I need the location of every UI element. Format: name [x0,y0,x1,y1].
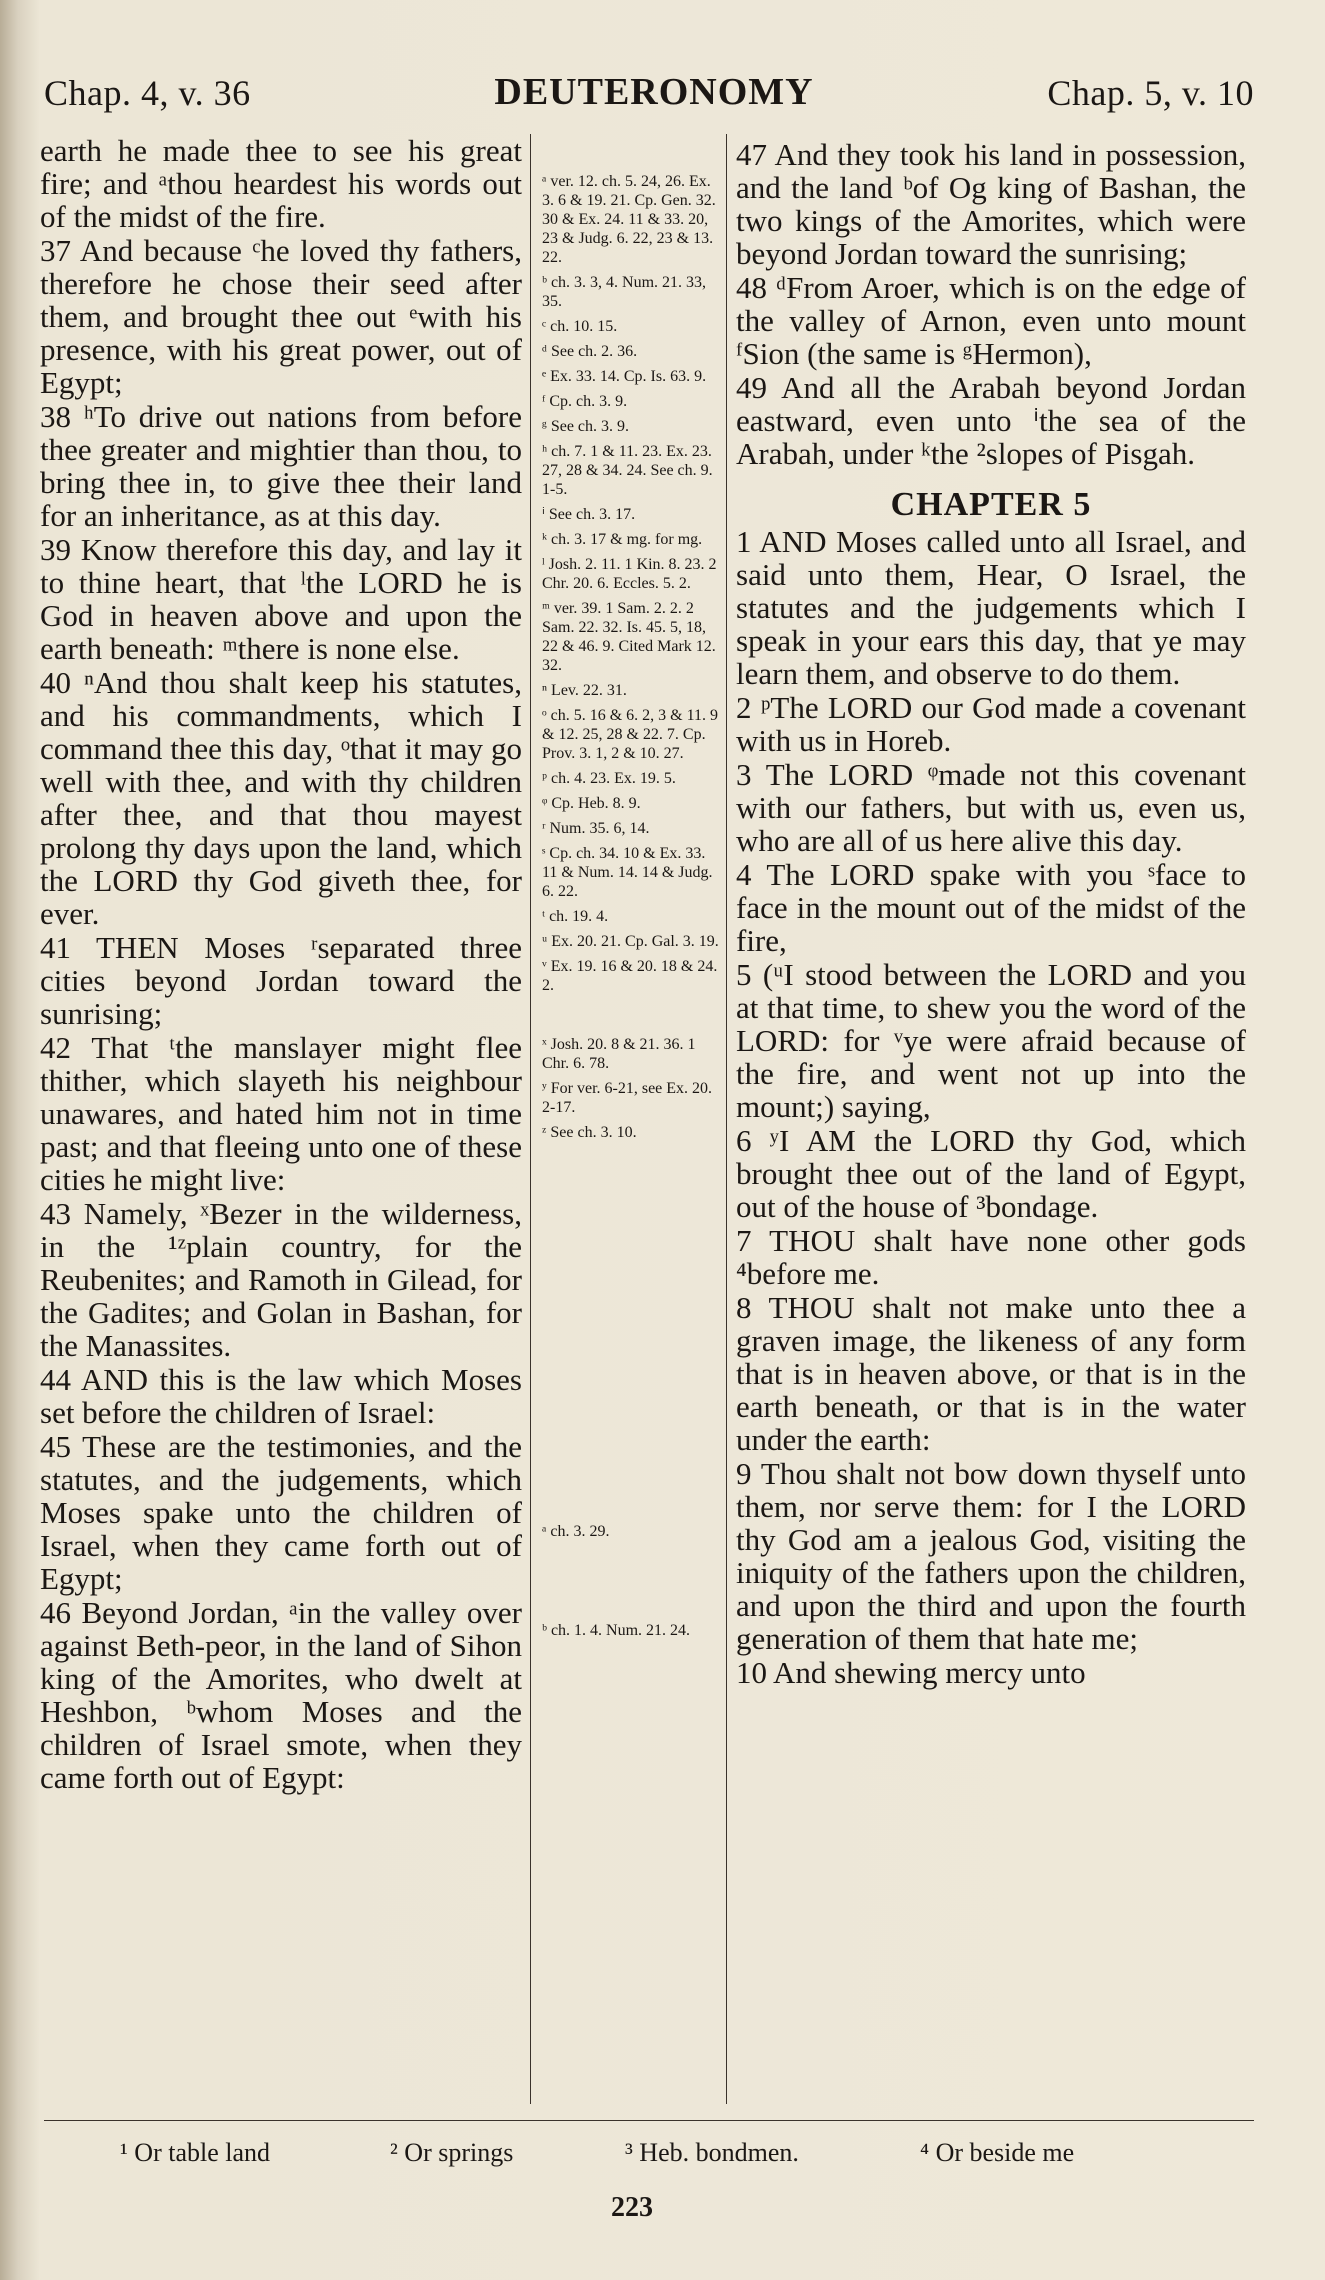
verse-39: 39 Know therefore this day, and lay it to thine heart, that ˡthe LORD he is God in heaven above and upon the earth beneath: ᵐthere is none else. [40,532,522,666]
cross-reference: ˣ Josh. 20. 8 & 21. 36. 1 Chr. 6. 78. [542,1036,696,1072]
verse-49: 49 And all the Arabah beyond Jordan eastward, even unto ⁱthe sea of the Arabah, under ᵏthe ²slopes of Pisgah. [736,370,1246,471]
verse-36-cont: earth he made thee to see his great fire; and ᵃthou heardest his words out of the midst of the fire. [40,134,522,234]
right-text-column [736,138,1246,2108]
cross-reference: ᶠ Cp. ch. 3. 9. [542,393,628,410]
cross-reference: ᶻ See ch. 3. 10. [542,1124,637,1141]
cross-reference: ᵖ ch. 4. 23. Ex. 19. 5. [542,770,676,787]
cross-reference: ᵐ ver. 39. 1 Sam. 2. 2. 2 Sam. 22. 32. Is. 45. 5, 18, 22 & 46. 9. Cited Mark 12. 32. [542,600,716,674]
cross-reference: ᵒ ch. 5. 16 & 6. 2, 3 & 11. 9 & 12. 25, 28 & 22. 7. Cp. Prov. 3. 1, 2 & 10. 27. [542,707,719,762]
cross-reference: ᵘ Ex. 20. 21. Cp. Gal. 3. 19. [542,933,719,950]
column-divider-right [726,134,727,2104]
footnote: ³ Heb. bondmen. [625,2138,799,2167]
header-chapter-right: Chap. 5, v. 10 [1047,73,1254,113]
verse-5-10: 10 And shewing mercy unto [736,1655,1086,1690]
verse-5-9: 9 Thou shalt not bow down thyself unto them, nor serve them: for I the LORD thy God am a jealous God, visiting the iniquity of the fathers upon the children, and upon the third and upon the fourth generation of them that hate me; [736,1456,1246,1656]
chapter-heading: CHAPTER 5 [890,486,1092,523]
verse-5-2: 2 ᵖThe LORD our God made a covenant with us in Horeb. [736,690,1246,758]
cross-reference: ᵇ ch. 1. 4. Num. 21. 24. [542,1622,691,1639]
verse-40: 40 ⁿAnd thou shalt keep his statutes, and his commandments, which I command thee this day, ᵒthat it may go well with thee, and with thy children after thee, and that thou mayest prolong thy days upon the land, which the LORD thy God giveth thee, for ever. [40,665,522,931]
cross-reference: ⁿ Lev. 22. 31. [542,682,627,699]
cross-reference: ᵃ ver. 12. ch. 5. 24, 26. Ex. 3. 6 & 19. 21. Cp. Gen. 32. 30 & Ex. 24. 11 & 33. 20, 23 & Judg. 6. 22, 23 & 13. 22. [542,173,716,266]
verse-43: 43 Namely, ˣBezer in the wilderness, in the ¹ᶻplain country, for the Reubenites; and Ramoth in Gilead, for the Gadites; and Golan in Bashan, for the Manassites. [40,1196,522,1363]
column-divider-left [530,134,531,2104]
cross-reference: ᵃ ch. 3. 29. [542,1523,610,1540]
page-number: 223 [611,2192,653,2223]
header-chapter-left: Chap. 4, v. 36 [44,73,251,113]
cross-reference: ᶜ ch. 10. 15. [542,318,618,335]
verse-42: 42 That ᵗthe manslayer might flee thither, which slayeth his neighbour unawares, and hated him not in time past; and that fleeing unto one of these cities he might live: [40,1030,522,1197]
footnote: ⁴ Or beside me [920,2138,1075,2167]
cross-reference: ᵗ ch. 19. 4. [542,908,609,925]
cross-reference: ᵉ Ex. 33. 14. Cp. Is. 63. 9. [542,368,707,385]
verse-5-5: 5 (ᵘI stood between the LORD and you at that time, to shew you the word of the LORD: for ᵛye were afraid because of the fire, and went not up into the mount;) saying, [736,957,1246,1124]
verse-5-3: 3 The LORD ᵠmade not this covenant with our fathers, but with us, even us, who are all of us here alive this day. [736,757,1246,858]
cross-reference: ᵛ Ex. 19. 16 & 20. 18 & 24. 2. [542,958,718,994]
verse-48: 48 ᵈFrom Aroer, which is on the edge of the valley of Arnon, even unto mount ᶠSion (the same is ᵍHermon), [736,270,1246,371]
header-book-title: DEUTERONOMY [494,71,814,113]
cross-reference: ʳ Num. 35. 6, 14. [542,820,650,837]
cross-reference: ᵈ See ch. 2. 36. [542,343,638,360]
cross-reference-column [542,172,722,2102]
footnotes [120,2138,1200,2178]
verse-41: 41 THEN Moses ʳseparated three cities beyond Jordan toward the sunrising; [40,930,522,1031]
verse-37: 37 And because ᶜhe loved thy fathers, therefore he chose their seed after them, and brought thee out ᵉwith his presence, with his great power, out of Egypt; [40,233,522,400]
cross-reference: ʰ ch. 7. 1 & 11. 23. Ex. 23. 27, 28 & 34. 24. See ch. 9. 1-5. [542,443,713,498]
verse-5-7: 7 THOU shalt have none other gods ⁴before me. [736,1223,1246,1291]
cross-reference: ʸ For ver. 6-21, see Ex. 20. 2-17. [542,1080,713,1116]
verse-38: 38 ʰTo drive out nations from before thee greater and mightier than thou, to bring thee in, to give thee their land for an inheritance, as at this day. [40,399,522,533]
cross-reference: ᵏ ch. 3. 17 & mg. for mg. [542,531,703,548]
verse-45: 45 These are the testimonies, and the statutes, and the judgements, which Moses spake unto the children of Israel, when they came forth out of Egypt; [40,1429,522,1596]
running-header [44,66,1254,126]
cross-reference: ˡ Josh. 2. 11. 1 Kin. 8. 23. 2 Chr. 20. 6. Eccles. 5. 2. [542,556,717,592]
footnote-rule [44,2120,1254,2121]
verse-47: 47 And they took his land in possession, and the land ᵇof Og king of Bashan, the two kings of the Amorites, which were beyond Jordan toward the sunrising; [736,138,1246,271]
cross-reference: ˢ Cp. ch. 34. 10 & Ex. 33. 11 & Num. 14. 14 & Judg. 6. 22. [542,845,713,900]
cross-reference: ᵍ See ch. 3. 9. [542,418,630,435]
cross-reference: ⁱ See ch. 3. 17. [542,506,636,523]
verse-5-8: 8 THOU shalt not make unto thee a graven image, the likeness of any form that is in heaven above, or that is in the earth beneath, or that is in the water under the earth: [736,1290,1246,1457]
verse-46: 46 Beyond Jordan, ᵃin the valley over against Beth-peor, in the land of Sihon king of the Amorites, who dwelt at Heshbon, ᵇwhom Moses and the children of Israel smote, when they came forth out of Egypt: [40,1595,522,1795]
cross-reference: ᵠ Cp. Heb. 8. 9. [542,795,641,812]
verse-44: 44 AND this is the law which Moses set before the children of Israel: [40,1362,522,1430]
cross-reference: ᵇ ch. 3. 3, 4. Num. 21. 33, 35. [542,274,707,310]
left-text-column [40,134,522,2104]
verse-5-1: 1 AND Moses called unto all Israel, and said unto them, Hear, O Israel, the statutes and the judgements which I speak in your ears this day, that ye may learn them, and observe to do them. [736,524,1246,691]
footnote: ¹ Or table land [120,2138,271,2167]
verse-5-4: 4 The LORD spake with you ˢface to face in the mount out of the midst of the fire, [736,857,1246,958]
footnote: ² Or springs [390,2138,514,2167]
verse-5-6: 6 ʸI AM the LORD thy God, which brought thee out of the land of Egypt, out of the house of ³bondage. [736,1123,1246,1224]
